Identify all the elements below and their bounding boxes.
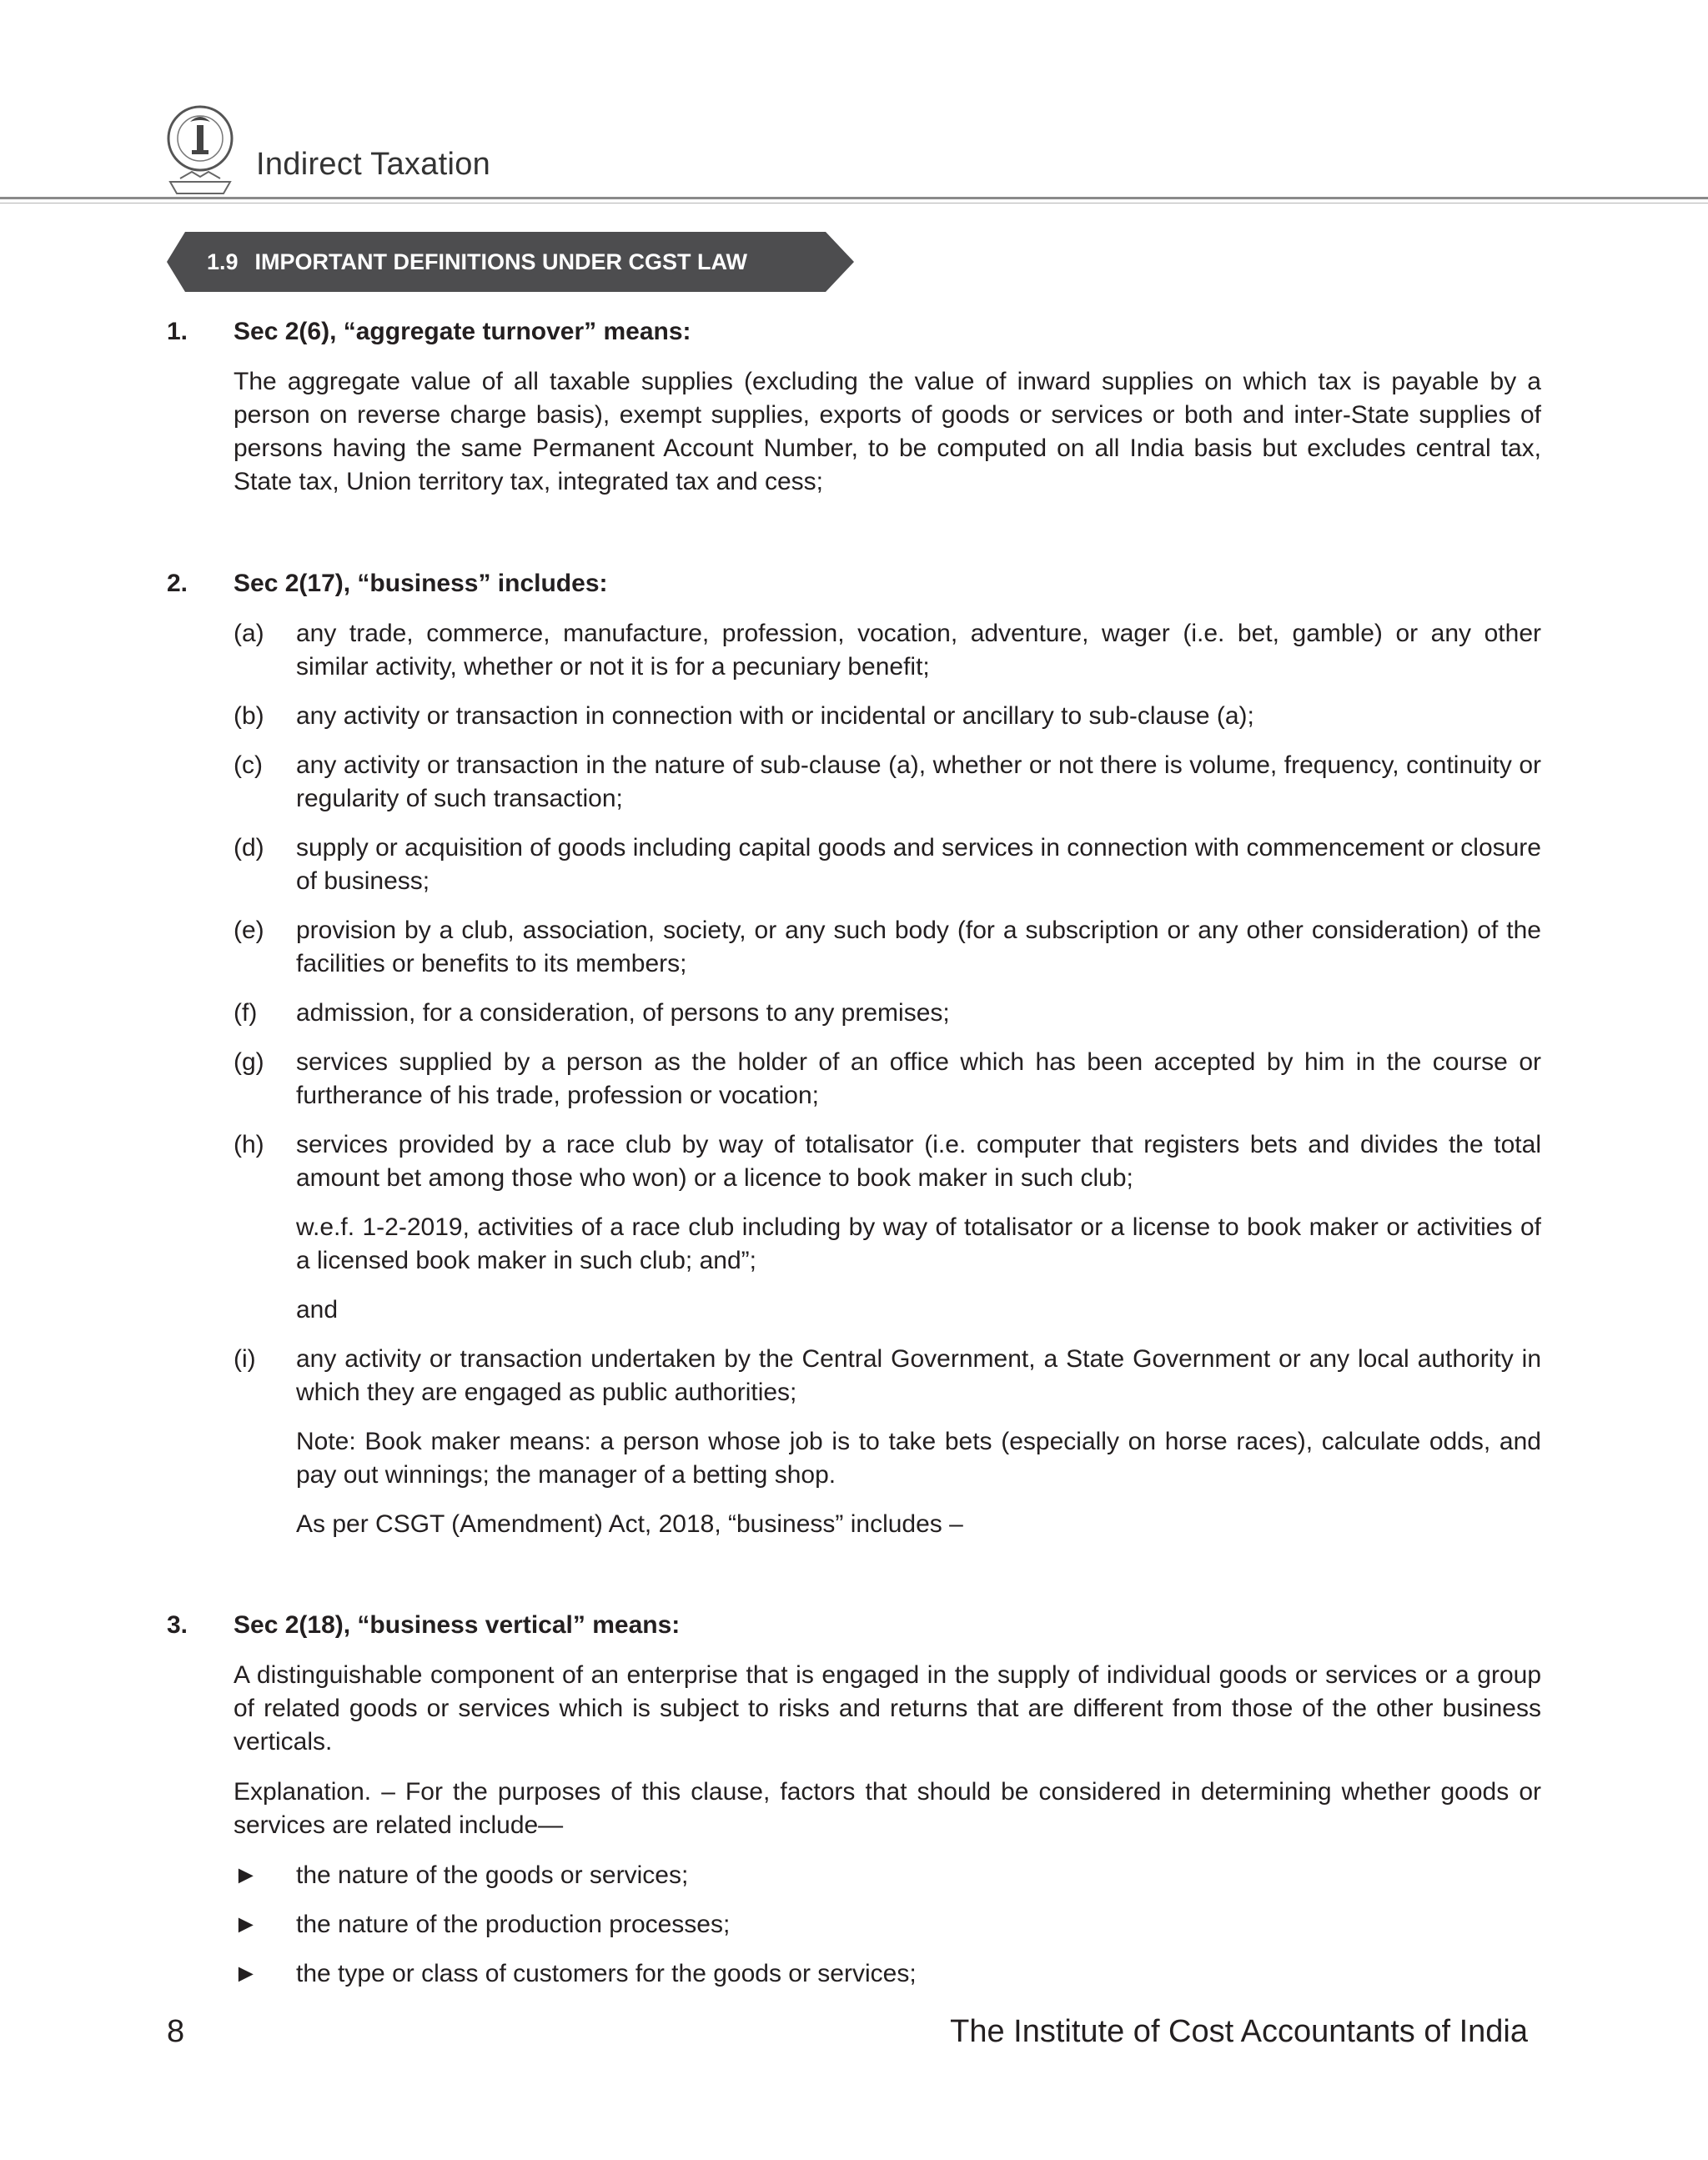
header-title: Indirect Taxation	[256, 147, 491, 182]
conjunction-text: and	[296, 1296, 339, 1324]
sub-clause-label: (i)	[234, 1345, 256, 1373]
bullet-item	[234, 1859, 1541, 1892]
item-heading: Sec 2(18), “business vertical” means:	[234, 1611, 681, 1639]
sub-clause	[234, 914, 1541, 981]
sub-clause-text: supply or acquisition of goods including capital goods and services in connection with commencement or closure of business;	[296, 834, 1541, 895]
item-heading: Sec 2(17), “business” includes:	[234, 570, 608, 597]
definition-item	[167, 315, 1541, 499]
sub-clause	[234, 1128, 1541, 1195]
sub-clause-text: services supplied by a person as the holder of an office which has been accepted by him in the course or furtherance of his trade, profession or vocation;	[296, 1048, 1541, 1109]
definitions-body	[167, 315, 1541, 2007]
sub-clause-text: any activity or transaction in connection with or incidental or ancillary to sub-clause (a);	[296, 702, 1254, 730]
bullet-item	[234, 1908, 1541, 1941]
sub-clause-label: (c)	[234, 751, 263, 779]
section-title: IMPORTANT DEFINITIONS UNDER CGST LAW	[254, 249, 748, 274]
bullet-text: the nature of the goods or services;	[296, 1861, 689, 1889]
bullet-arrow-icon: ►	[234, 1861, 259, 1889]
sub-clause	[234, 749, 1541, 816]
sub-clause-text: any activity or transaction in the nature of sub-clause (a), whether or not there is volume, frequency, continuity or regularity of such transaction;	[296, 751, 1541, 812]
sub-clause-label: (d)	[234, 834, 264, 861]
bullet-text: the type or class of customers for the goods or services;	[296, 1960, 917, 1987]
sub-clause-text: any trade, commerce, manufacture, profession, vocation, adventure, wager (i.e. bet, gamble) or any other similar activity, whether or not it is for a pecuniary benefit;	[296, 620, 1541, 681]
item-number: 3.	[167, 1611, 188, 1639]
footer-publisher: The Institute of Cost Accountants of India	[950, 2014, 1528, 2049]
sub-clause	[234, 831, 1541, 898]
sub-clause	[234, 997, 1541, 1030]
sub-clause-label: (g)	[234, 1048, 264, 1076]
sub-clause	[234, 617, 1541, 684]
sub-clause-text: admission, for a consideration, of persons to any premises;	[296, 999, 950, 1027]
section-number: 1.9	[207, 249, 239, 274]
book-maker-note: Note: Book maker means: a person whose job is to take bets (especially on horse races), calculate odds, and pay out winnings; the manager of a betting shop.	[296, 1428, 1541, 1489]
item-number: 1.	[167, 318, 188, 345]
definition-paragraph: A distinguishable component of an enterprise that is engaged in the supply of individual goods or services or a group of related goods or services which is subject to risks and returns that are different from those of the other business verticals.	[234, 1661, 1541, 1756]
sub-clause-label: (a)	[234, 620, 264, 647]
sub-clause	[234, 1046, 1541, 1113]
sub-clause	[234, 1343, 1541, 1409]
sub-clause-text: services provided by a race club by way of totalisator (i.e. computer that registers bets and divides the total amount bet among those who won) or a licence to book maker in such club;	[296, 1131, 1541, 1192]
bullet-text: the nature of the production processes;	[296, 1911, 731, 1938]
sub-clause-label: (f)	[234, 999, 258, 1027]
sub-clause-text: provision by a club, association, society, or any such body (for a subscription or any other consideration) of the facilities or benefits to its members;	[296, 917, 1541, 977]
amendment-note: w.e.f. 1-2-2019, activities of a race club including by way of totalisator or a license to book maker or activities of a licensed book maker in such club; and”;	[296, 1213, 1541, 1274]
definition-item	[167, 1609, 1541, 1991]
sub-clause-label: (h)	[234, 1131, 264, 1158]
bullet-arrow-icon: ►	[234, 1960, 259, 1987]
sub-clause-text: any activity or transaction undertaken by the Central Government, a State Government or any local authority in which they are engaged as public authorities;	[296, 1345, 1541, 1406]
definition-item	[167, 567, 1541, 1541]
institute-emblem-icon	[165, 102, 235, 208]
page-number: 8	[167, 2014, 185, 2049]
sub-clause	[234, 700, 1541, 733]
sub-clause-label: (e)	[234, 917, 264, 944]
sub-clause-label: (b)	[234, 702, 264, 730]
amendment-act-text: As per CSGT (Amendment) Act, 2018, “business” includes –	[296, 1510, 963, 1538]
header-divider	[0, 197, 1708, 199]
item-heading: Sec 2(6), “aggregate turnover” means:	[234, 318, 691, 345]
item-number: 2.	[167, 570, 188, 597]
section-banner	[167, 232, 854, 292]
bullet-arrow-icon: ►	[234, 1911, 259, 1938]
explanation-paragraph: Explanation. – For the purposes of this clause, factors that should be considered in determining whether goods or services are related include—	[234, 1778, 1541, 1839]
definition-paragraph: The aggregate value of all taxable supplies (excluding the value of inward supplies on which tax is payable by a person on reverse charge basis), exempt supplies, exports of goods or services or both and inter-State supplies of persons having the same Permanent Account Number, to be computed on all India basis but excludes central tax, State tax, Union territory tax, integrated tax and cess;	[234, 368, 1541, 495]
bullet-item	[234, 1957, 1541, 1991]
